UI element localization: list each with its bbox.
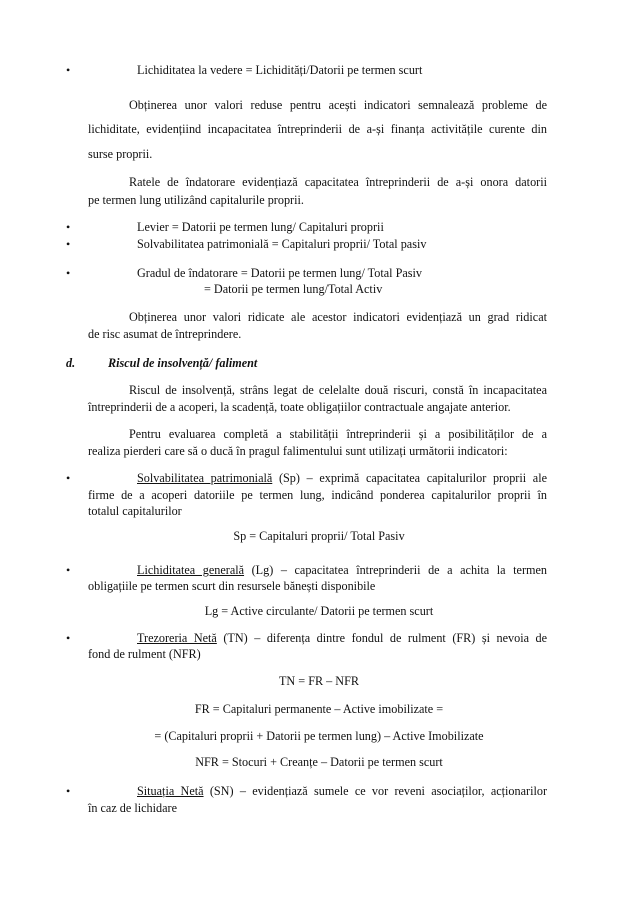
formula-solvabilitate: Solvabilitatea patrimonială = Capitaluri proprii/ Total pasiv bbox=[137, 237, 427, 251]
indicator-sp-line: Solvabilitatea patrimonială (Sp) – exprimă capacitatea capitalurilor proprii ale bbox=[137, 471, 548, 485]
formula-nfr: NFR = Stocuri + Creanțe – Datorii pe termen scurt bbox=[195, 755, 443, 769]
paragraph-line: realiza pierderi care să o ducă în pragul falimentului sunt utilizați următorii indicatori: bbox=[88, 444, 508, 458]
paragraph-line: fond de rulment (NFR) bbox=[88, 647, 201, 661]
paragraph-line: în caz de lichidare bbox=[88, 801, 177, 815]
paragraph-line: Obținerea unor valori reduse pentru acești indicatori semnalează probleme de bbox=[129, 98, 547, 112]
paragraph-line: Obținerea unor valori ridicate ale acestor indicatori evidențiază un grad ridicat bbox=[129, 310, 547, 324]
paragraph-line: lichiditate, evidențiind incapacitatea întreprinderii de a-și finanța activitățile curente din bbox=[88, 122, 547, 136]
bullet: • bbox=[66, 220, 71, 234]
formula-lichiditate-vedere: Lichiditatea la vedere = Lichidități/Datorii pe termen scurt bbox=[137, 63, 423, 77]
section-letter: d. bbox=[66, 356, 76, 370]
paragraph-line: totalul capitalurilor bbox=[88, 504, 182, 518]
formula-grad-indatorare-alt: = Datorii pe termen lung/Total Activ bbox=[204, 282, 383, 296]
indicator-term: Solvabilitatea patrimonială bbox=[137, 471, 273, 485]
bullet: • bbox=[66, 237, 71, 251]
paragraph-line: Ratele de îndatorare evidențiază capacitatea întreprinderii de a-și onora datorii bbox=[129, 175, 547, 189]
formula-grad-indatorare: Gradul de îndatorare = Datorii pe termen lung/ Total Pasiv bbox=[137, 266, 423, 280]
indicator-term: Trezoreria Netă bbox=[137, 631, 217, 645]
paragraph-line: firme de a acoperi datoriile pe termen lung, indicând ponderea capitalurilor proprii în bbox=[88, 488, 547, 502]
formula-fr: FR = Capitaluri permanente – Active imobilizate = bbox=[194, 702, 444, 716]
bullet: • bbox=[66, 63, 71, 77]
formula-sp: Sp = Capitaluri proprii/ Total Pasiv bbox=[233, 529, 405, 543]
formula-levier: Levier = Datorii pe termen lung/ Capitaluri proprii bbox=[137, 220, 384, 234]
paragraph-line: de risc asumat de întreprindere. bbox=[88, 327, 242, 341]
paragraph-line: întreprinderii de a acoperi, la scadență, toate obligațiilor contractuale angajate anterior. bbox=[88, 400, 511, 414]
indicator-term: Lichiditatea generală bbox=[137, 563, 245, 577]
formula-lg: Lg = Active circulante/ Datorii pe termen scurt bbox=[204, 604, 434, 618]
bullet: • bbox=[66, 563, 71, 577]
formula-tn: TN = FR – NFR bbox=[278, 674, 360, 688]
indicator-lg-line: Lichiditatea generală (Lg) – capacitatea întreprinderii de a achita la termen bbox=[137, 563, 547, 577]
bullet: • bbox=[66, 266, 71, 280]
paragraph-line: pe termen lung utilizând capitalurile proprii. bbox=[88, 193, 304, 207]
bullet: • bbox=[66, 784, 71, 798]
section-title: Riscul de insolvență/ faliment bbox=[108, 356, 258, 370]
paragraph-line: Pentru evaluarea completă a stabilității întreprinderii și a posibilităților de a bbox=[129, 427, 547, 441]
indicator-sn-line: Situația Netă (SN) – evidențiază sumele ce vor reveni asociaților, acționarilor bbox=[137, 784, 547, 798]
bullet: • bbox=[66, 471, 71, 485]
paragraph-line: obligațiile pe termen scurt din resursele bănești disponibile bbox=[88, 579, 376, 593]
bullet: • bbox=[66, 631, 71, 645]
paragraph-line: surse proprii. bbox=[88, 147, 153, 161]
indicator-term: Situația Netă bbox=[137, 784, 204, 798]
paragraph-line: Riscul de insolvență, strâns legat de celelalte două riscuri, constă în incapacitatea bbox=[129, 383, 547, 397]
indicator-tn-line: Trezoreria Netă (TN) – diferența dintre fondul de rulment (FR) și nevoia de bbox=[137, 631, 547, 645]
formula-fr-expanded: = (Capitaluri proprii + Datorii pe termen lung) – Active Imobilizate bbox=[154, 729, 484, 743]
